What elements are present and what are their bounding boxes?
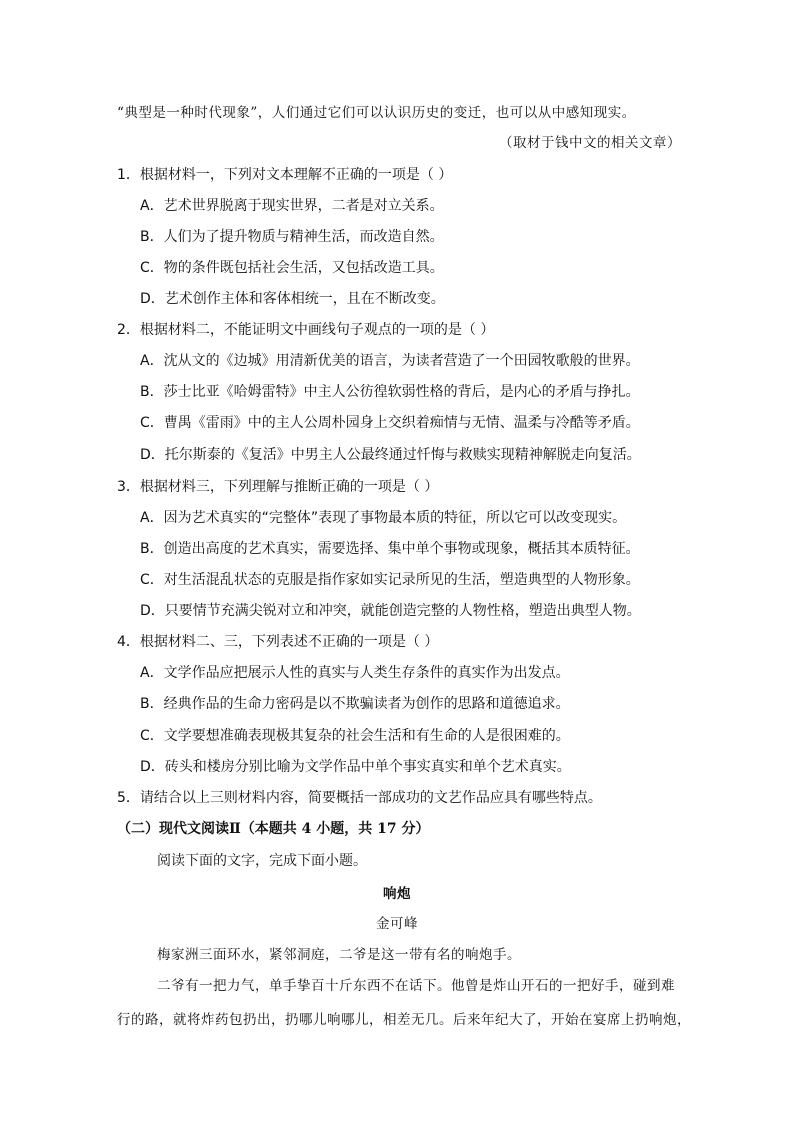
story-paragraph-1: 梅家洲三面环水，紧邻洞庭，二爷是这一带有名的响炮手。 <box>157 947 521 963</box>
source-citation: （取材于钱中文的相关文章） <box>499 135 681 151</box>
question-1-option-b: B．人们为了提升物质与精神生活，而改造自然。 <box>140 229 444 245</box>
question-1-option-d: D．艺术创作主体和客体相统一，且在不断改变。 <box>140 291 445 307</box>
question-1-option-a: A．艺术世界脱离于现实世界，二者是对立关系。 <box>140 198 444 214</box>
question-4-option-c: C．文学要想准确表现极其复杂的社会生活和有生命的人是很困难的。 <box>140 728 570 744</box>
question-2-option-a: A．沈从文的《边城》用清新优美的语言，为读者营造了一个田园牧歌般的世界。 <box>140 353 640 369</box>
question-3-stem: 3．根据材料三，下列理解与推断正确的一项是（ ） <box>117 479 439 495</box>
question-4-option-b: B．经典作品的生命力密码是以不欺骗读者为创作的思路和道德追求。 <box>140 696 570 712</box>
question-3-option-a: A．因为艺术真实的“完整体”表现了事物最本质的特征，所以它可以改变现实。 <box>140 510 627 526</box>
question-2-option-d: D．托尔斯泰的《复活》中男主人公最终通过忏悔与救赎实现精神解脱走向复活。 <box>140 447 641 463</box>
question-3-option-b: B．创造出高度的艺术真实，需要选择、集中单个事物或现象，概括其本质特征。 <box>140 541 640 557</box>
story-paragraph-2-line-2: 行的路，就将炸药包扔出，扔哪儿响哪儿，相差无几。后来年纪大了，开始在宴席上扔响炮， <box>117 1012 691 1028</box>
question-2-option-c: C．曹禺《雷雨》中的主人公周朴园身上交织着痴情与无情、温柔与冷酷等矛盾。 <box>140 415 640 431</box>
question-5-stem: 5．请结合以上三则材料内容，简要概括一部成功的文艺作品应具有哪些特点。 <box>117 790 602 806</box>
story-author: 金可峰 <box>376 916 418 932</box>
intro-line: “典型是一种时代现象”，人们通过它们可以认识历史的变迁，也可以从中感知现实。 <box>117 105 636 121</box>
question-4-option-d: D．砖头和楼房分别比喻为文学作品中单个事实真实和单个艺术真实。 <box>140 759 571 775</box>
reading-instruction: 阅读下面的文字，完成下面小题。 <box>157 853 367 869</box>
story-paragraph-2-line-1: 二爷有一把力气，单手挚百十斤东西不在话下。他曾是炸山开石的一把好手，碰到难 <box>157 978 675 994</box>
question-3-option-c: C．对生活混乱状态的克服是指作家如实记录所见的生活，塑造典型的人物形象。 <box>140 572 640 588</box>
question-3-option-d: D．只要情节充满尖锐对立和冲突，就能创造完整的人物性格，塑造出典型人物。 <box>140 603 641 619</box>
question-1-stem: 1．根据材料一，下列对文本理解不正确的一项是（ ） <box>117 167 453 183</box>
question-4-stem: 4．根据材料二、三，下列表述不正确的一项是（ ） <box>117 634 439 650</box>
section-heading: （二）现代文阅读Ⅱ（本题共 4 小题，共 17 分） <box>117 821 430 837</box>
question-1-option-c: C．物的条件既包括社会生活，又包括改造工具。 <box>140 260 444 276</box>
story-title: 响炮 <box>383 886 411 902</box>
question-2-option-b: B．莎士比亚《哈姆雷特》中主人公彷徨软弱性格的背后，是内心的矛盾与挣扎。 <box>140 384 640 400</box>
question-4-option-a: A．文学作品应把展示人性的真实与人类生存条件的真实作为出发点。 <box>140 665 570 681</box>
question-2-stem: 2．根据材料二，不能证明文中画线句子观点的一项的是（ ） <box>117 322 495 338</box>
